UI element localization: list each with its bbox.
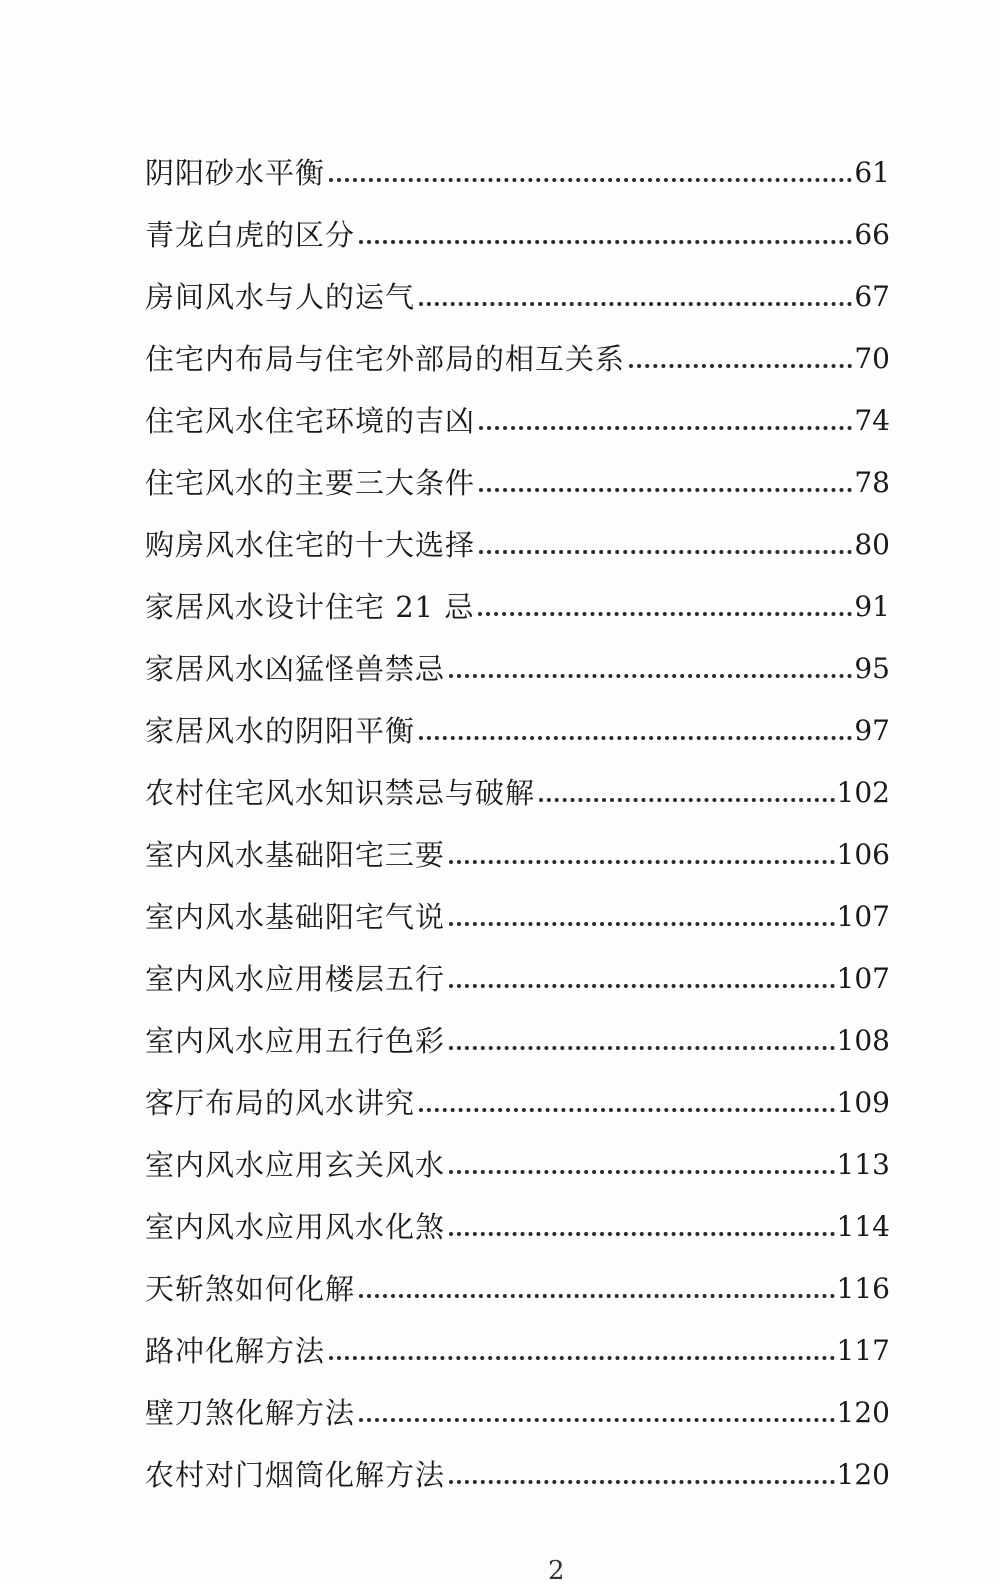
toc-entry-title: 住宅内布局与住宅外部局的相互关系 <box>145 342 626 376</box>
toc-entry-title: 路冲化解方法 <box>145 1334 326 1368</box>
toc-entry <box>145 948 890 1010</box>
toc-entry-title: 室内风水应用楼层五行 <box>145 962 446 996</box>
toc-dot-leader <box>449 824 835 886</box>
toc-entry-page: 108 <box>836 1024 890 1057</box>
toc-dot-leader <box>539 762 835 824</box>
toc-entry <box>145 1134 890 1196</box>
toc-entry-page: 106 <box>836 838 890 871</box>
toc-entry-page: 67 <box>854 280 890 313</box>
toc-entry-title: 客厅布局的风水讲究 <box>145 1086 416 1120</box>
toc-entry-title: 室内风水应用玄关风水 <box>145 1148 446 1182</box>
toc-entry <box>145 266 890 328</box>
toc-entry <box>145 452 890 514</box>
toc-entry-title: 农村对门烟筒化解方法 <box>145 1458 446 1492</box>
toc-entry-title: 青龙白虎的区分 <box>145 218 356 252</box>
toc-entry-page: 120 <box>836 1396 890 1429</box>
toc-entry-title: 阴阳砂水平衡 <box>145 156 326 190</box>
toc-entry-page: 78 <box>854 466 890 499</box>
toc-entry-title: 房间风水与人的运气 <box>145 280 416 314</box>
toc-entry <box>145 1382 890 1444</box>
toc-entry-title: 家居风水凶猛怪兽禁忌 <box>145 652 446 686</box>
toc-dot-leader <box>419 1072 835 1134</box>
toc-entry-page: 97 <box>854 714 890 747</box>
toc-entry-page: 91 <box>854 590 890 623</box>
toc-entry-page: 109 <box>836 1086 890 1119</box>
toc-entry <box>145 824 890 886</box>
toc-entry <box>145 1072 890 1134</box>
toc-entry <box>145 1010 890 1072</box>
toc-entry-title: 天斩煞如何化解 <box>145 1272 356 1306</box>
toc-entry-page: 80 <box>854 528 890 561</box>
toc-entry-title: 壁刀煞化解方法 <box>145 1396 356 1430</box>
toc-entry <box>145 1320 890 1382</box>
toc-entry <box>145 638 890 700</box>
toc-entry <box>145 390 890 452</box>
toc-entry-title: 家居风水的阴阳平衡 <box>145 714 416 748</box>
toc-entry <box>145 328 890 390</box>
toc-entry-page: 95 <box>854 652 890 685</box>
toc-dot-leader <box>449 886 835 948</box>
toc-entry-title: 室内风水基础阳宅三要 <box>145 838 446 872</box>
toc-dot-leader <box>329 142 852 204</box>
toc-entry <box>145 1444 890 1506</box>
toc-dot-leader <box>419 266 852 328</box>
toc-entry-title: 家居风水设计住宅 21 忌 <box>145 590 475 624</box>
toc-entry <box>145 700 890 762</box>
toc-dot-leader <box>449 1010 835 1072</box>
toc-entry <box>145 762 890 824</box>
toc-dot-leader <box>479 452 852 514</box>
toc-entry-page: 102 <box>836 776 890 809</box>
toc-entry-page: 114 <box>836 1210 890 1243</box>
toc-entry-page: 66 <box>854 218 890 251</box>
toc-dot-leader <box>449 1444 835 1506</box>
toc-dot-leader <box>479 390 852 452</box>
toc-entry-page: 120 <box>836 1458 890 1491</box>
toc-dot-leader <box>449 638 852 700</box>
toc-entry <box>145 514 890 576</box>
toc-dot-leader <box>629 328 852 390</box>
toc-entry <box>145 204 890 266</box>
toc-entry-page: 107 <box>836 962 890 995</box>
toc-dot-leader <box>419 700 852 762</box>
toc-entry-page: 74 <box>854 404 890 437</box>
toc-dot-leader <box>329 1320 835 1382</box>
toc-entry-title: 购房风水住宅的十大选择 <box>145 528 476 562</box>
toc-entry <box>145 576 890 638</box>
toc-entry-title: 住宅风水住宅环境的吉凶 <box>145 404 476 438</box>
toc-entry-page: 107 <box>836 900 890 933</box>
toc-entry <box>145 1258 890 1320</box>
toc-entry-page: 61 <box>854 156 890 189</box>
toc-entry-page: 116 <box>836 1272 890 1305</box>
page-number: 2 <box>548 1556 565 1586</box>
toc-entry-page: 117 <box>836 1334 890 1367</box>
toc-dot-leader <box>479 514 852 576</box>
toc-dot-leader <box>359 1382 835 1444</box>
table-of-contents <box>145 142 890 1506</box>
toc-entry <box>145 1196 890 1258</box>
toc-dot-leader <box>359 1258 835 1320</box>
toc-entry-title: 农村住宅风水知识禁忌与破解 <box>145 776 536 810</box>
toc-entry <box>145 142 890 204</box>
toc-entry <box>145 886 890 948</box>
toc-entry-title: 室内风水基础阳宅气说 <box>145 900 446 934</box>
toc-dot-leader <box>359 204 852 266</box>
toc-dot-leader <box>478 576 852 638</box>
toc-entry-page: 113 <box>836 1148 890 1181</box>
toc-dot-leader <box>449 1196 835 1258</box>
toc-dot-leader <box>449 948 835 1010</box>
toc-dot-leader <box>449 1134 835 1196</box>
toc-entry-title: 室内风水应用五行色彩 <box>145 1024 446 1058</box>
toc-entry-title: 室内风水应用风水化煞 <box>145 1210 446 1244</box>
toc-entry-title: 住宅风水的主要三大条件 <box>145 466 476 500</box>
toc-entry-page: 70 <box>854 342 890 375</box>
